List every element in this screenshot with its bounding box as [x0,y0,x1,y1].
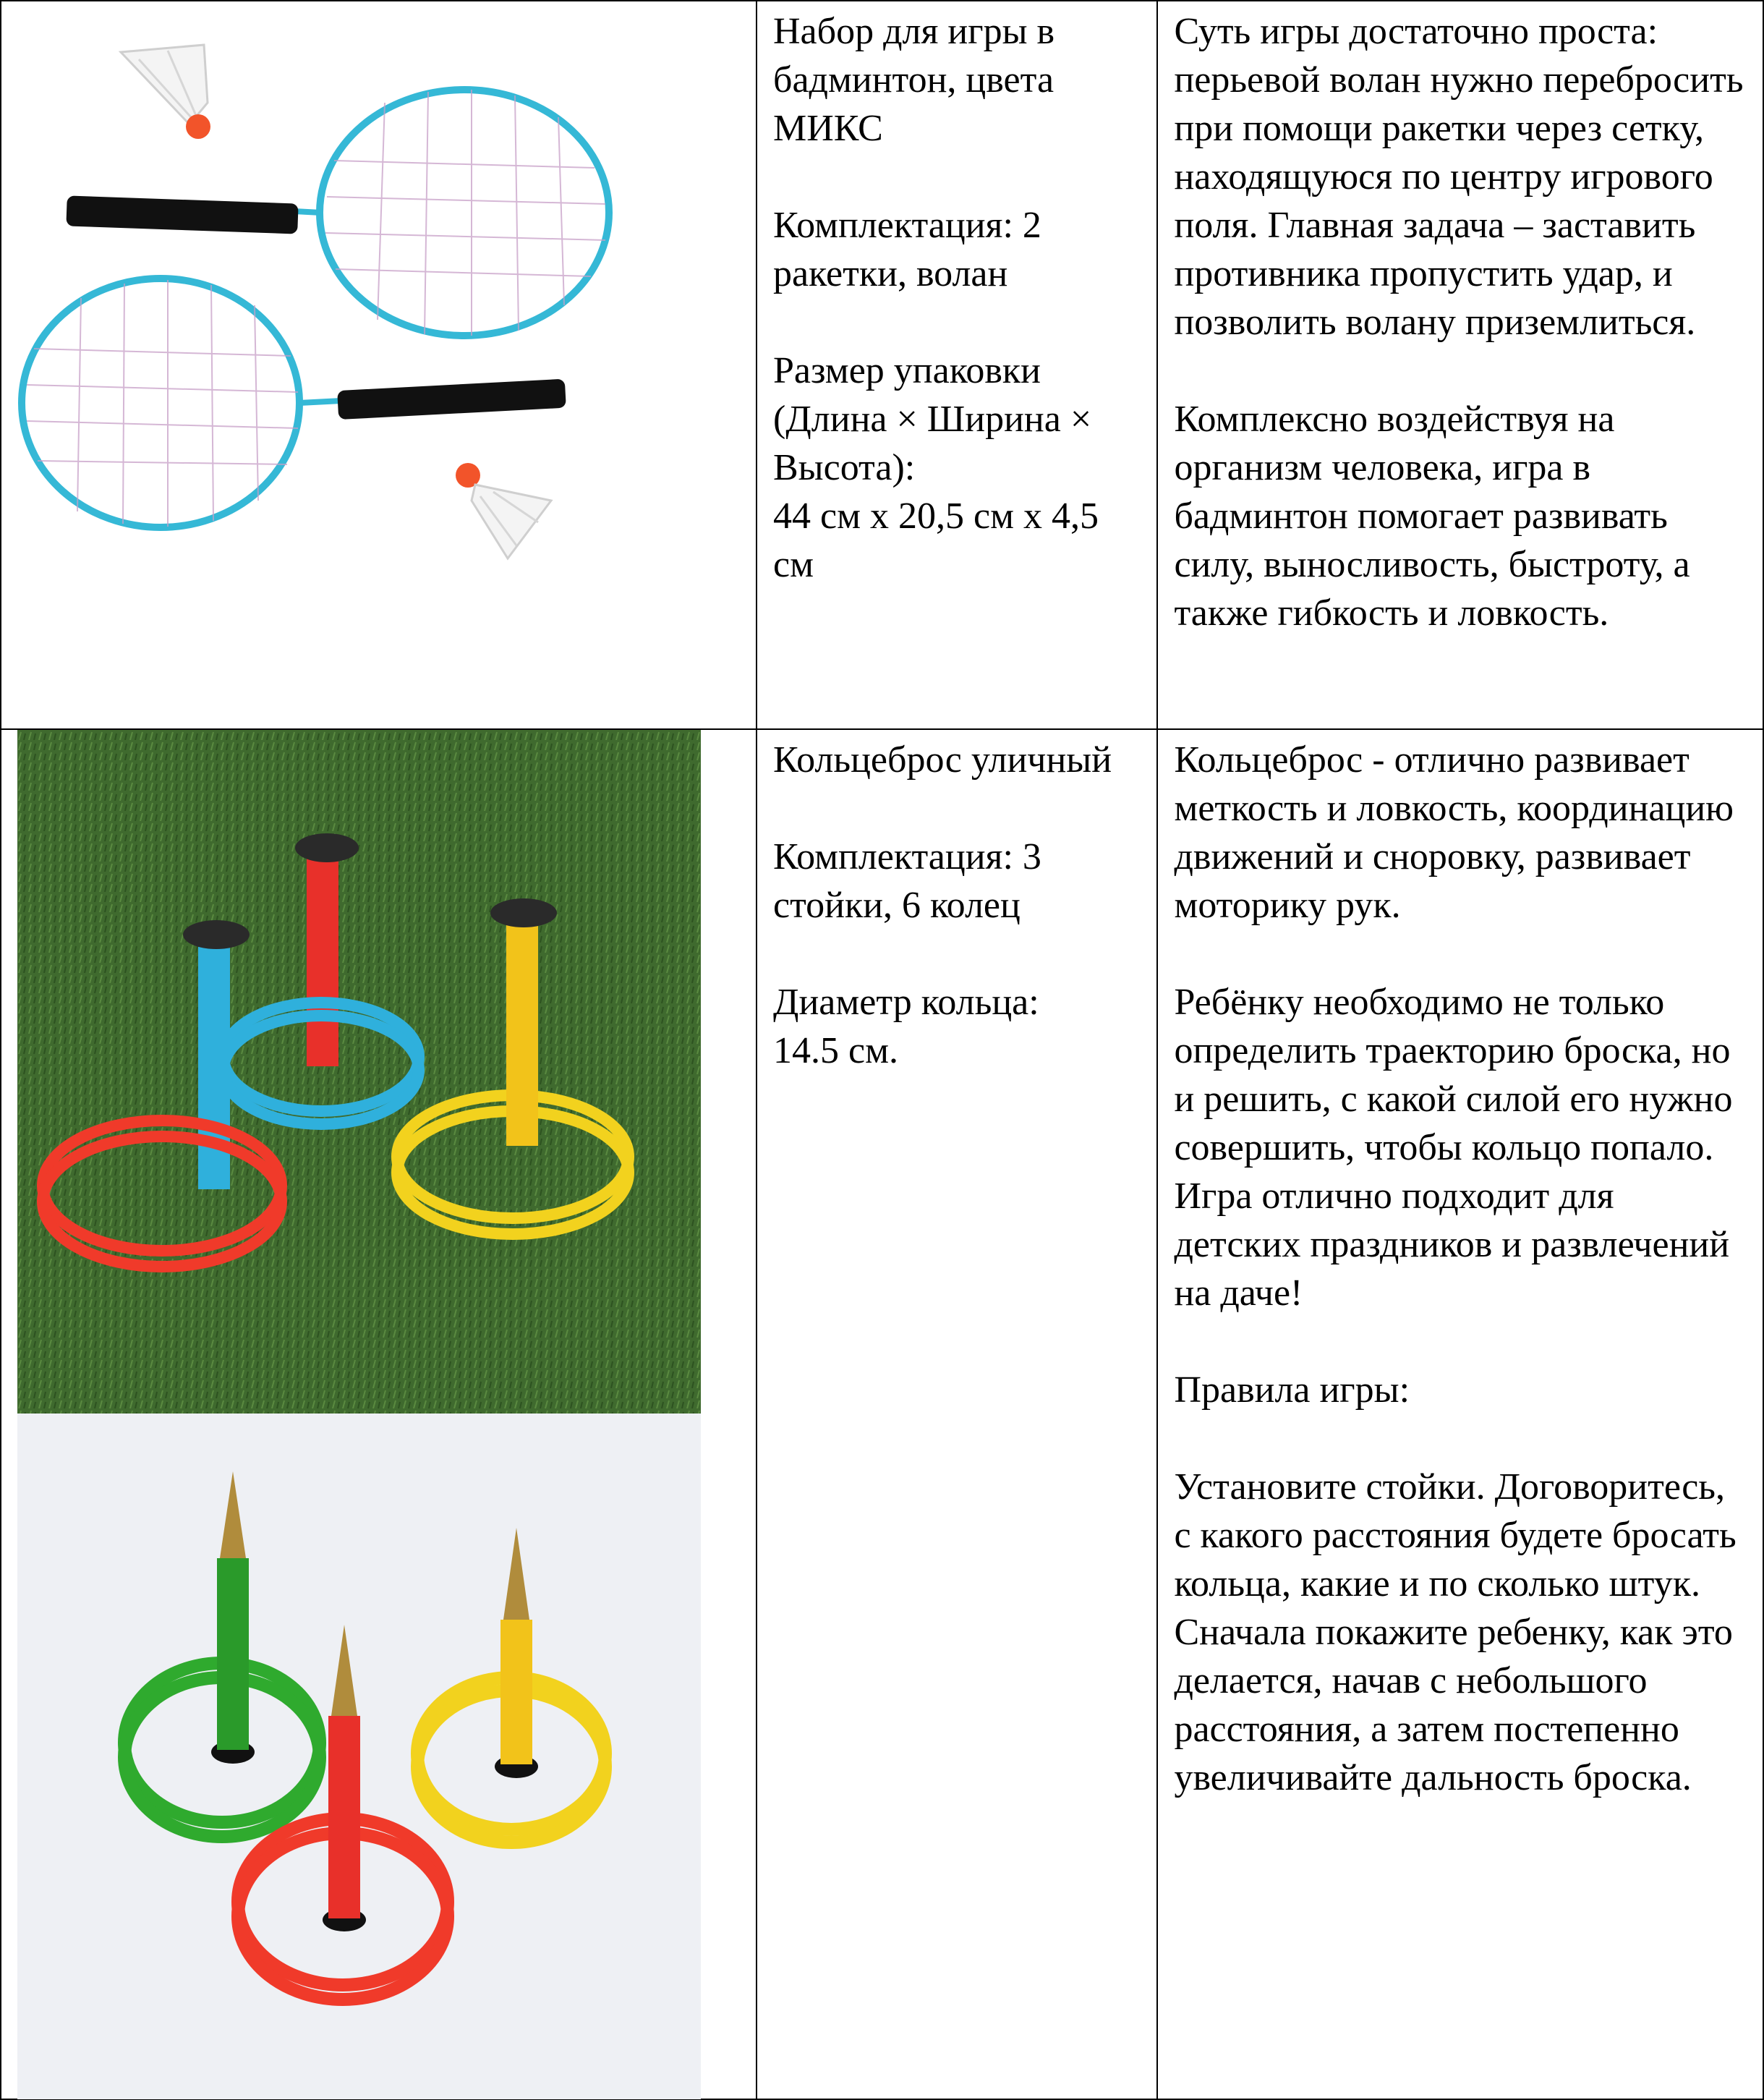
ring-toss-on-white-photo [17,1414,701,2099]
description-cell [1157,1,1763,729]
badminton-set-photo [1,1,756,728]
description-paragraph: Комплексно воздействуя на организм человека, игра в бадминтон помогает развивать силу, выносливость, быстроту, а также гибкость и ловкость. [1174,399,1690,634]
image-cell [1,729,757,2099]
ring-toss-on-grass-photo [17,730,701,1414]
description-paragraph: Сначала покажите ребенку, как это делается, начав с небольшого расстояния, а затем постепенно увеличивайте дальность броска. [1174,1612,1733,1798]
product-contents: Комплектация: 2 ракетки, волан [773,205,1041,294]
description-paragraph: Кольцеброс - отлично развивает меткость и ловкость, координацию движений и сноровку, развивает моторику рук. [1174,739,1734,926]
description-paragraph: Суть игры достаточно проста: перьевой волан нужно перебросить при помощи ракетки через сетку, находящуюся по центру игрового поля. Главная задача – заставить противника пропустить удар, и позволить волану приземлиться. [1174,11,1744,343]
name-cell [757,729,1157,2099]
product-package-size: Размер упаковки (Длина × Ширина × Высота): 44 см х 20,5 см х 4,5 см [773,350,1099,585]
table-row [1,729,1763,2099]
description-cell [1157,729,1763,2099]
table-row [1,1,1763,729]
name-cell [757,1,1157,729]
description-paragraph: Ребёнку необходимо не только определить траекторию броска, но и решить, с какой силой его нужно совершить, чтобы кольцо попало. Игра отлично подходит для детских праздников и развлечений на даче! [1174,982,1733,1314]
rules-heading: Правила игры: [1174,1369,1410,1411]
product-name: Кольцеброс уличный [773,739,1112,781]
image-cell [1,1,757,729]
product-contents: Комплектация: 3 стойки, 6 колец [773,836,1041,926]
product-name: Набор для игры в бадминтон, цвета МИКС [773,11,1055,149]
ring-diameter: Диаметр кольца: 14.5 см. [773,982,1039,1071]
description-paragraph: Установите стойки. Договоритесь, с какого расстояния будете бросать кольца, какие и по сколько штук. [1174,1466,1737,1604]
